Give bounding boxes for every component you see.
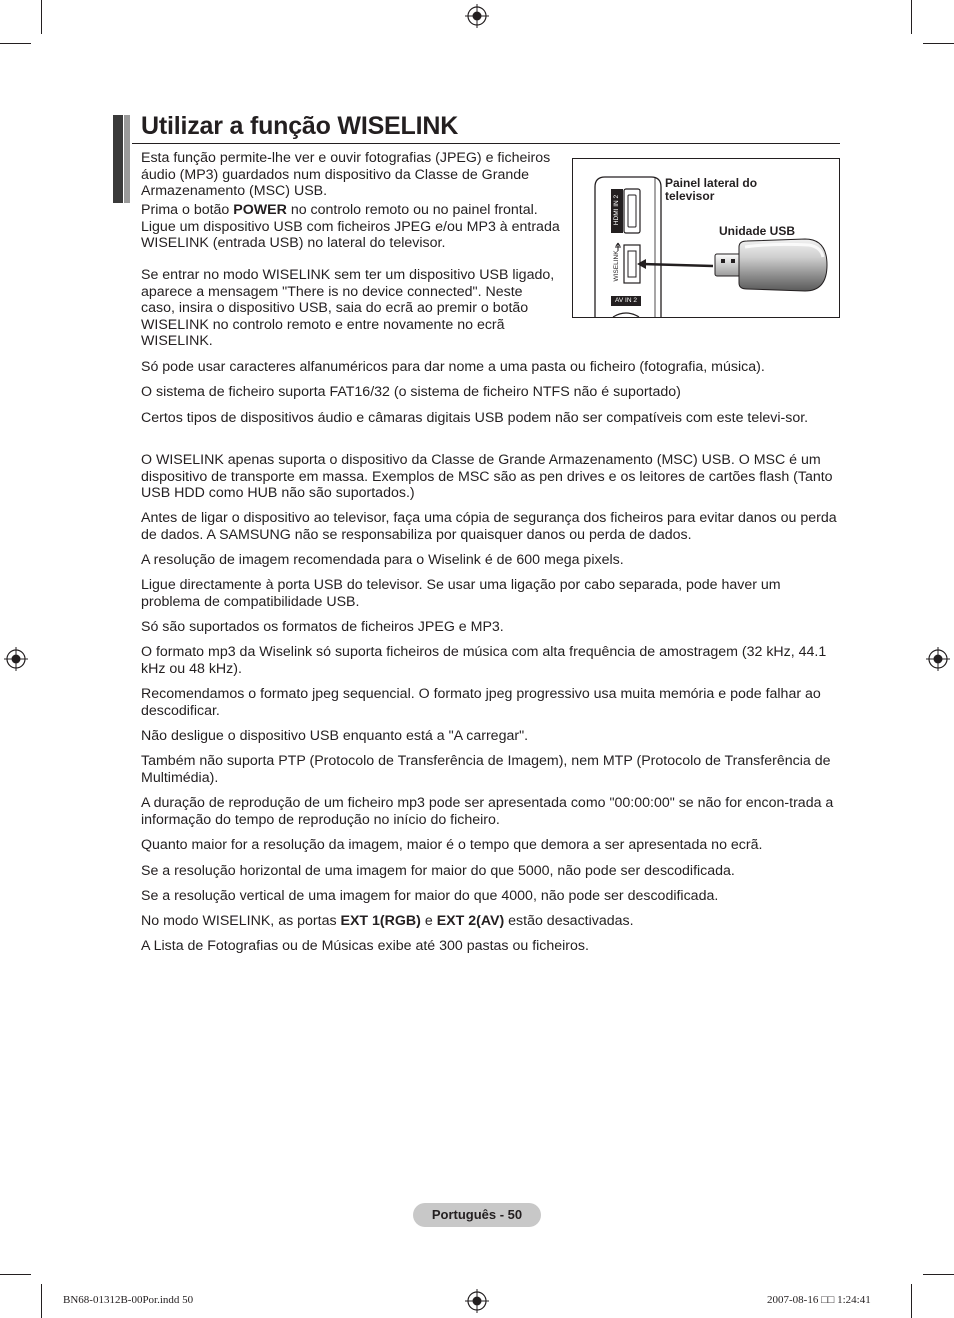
crop-mark <box>41 0 42 34</box>
note-paragraph: Só são suportados os formatos de ficheiros JPEG e MP3. <box>141 619 504 635</box>
text-span: estão desactivadas. <box>504 913 634 929</box>
note-paragraph: Só pode usar caracteres alfanuméricos para dar nome a uma pasta ou ficheiro (fotografia, música). <box>141 359 765 375</box>
note-paragraph: Quanto maior for a resolução da imagem, maior é o tempo que demora a ser apresentada no ecrã. <box>141 837 763 853</box>
usb-connection-figure <box>572 158 840 318</box>
note-paragraph: O formato mp3 da Wiselink só suporta ficheiros de música com alta frequência de amostragem (32 kHz, 44.1 kHz ou 48 kHz). <box>141 644 827 677</box>
registration-mark-icon <box>465 1289 489 1313</box>
intro-paragraph <box>141 202 571 252</box>
hdmi-port <box>624 189 640 233</box>
crop-mark <box>923 1274 954 1275</box>
text-span: no controlo remoto ou no painel frontal. Ligue um dispositivo USB com ficheiros JPEG e/ou MP3 à entrada WISELINK (entrada USB) no lateral do televisor. <box>141 202 560 252</box>
date-slug: 2007-08-16 □□ 1:24:41 <box>767 1294 871 1306</box>
note-paragraph: Não desligue o dispositivo USB enquanto está a "A carregar". <box>141 728 529 744</box>
page-title: Utilizar a função WISELINK <box>141 112 459 140</box>
usb-plug-hole <box>721 259 725 263</box>
note-paragraph: A Lista de Fotografias ou de Músicas exibe até 300 pastas ou ficheiros. <box>141 938 589 954</box>
note-paragraph: Ligue directamente à porta USB do televisor. Se usar uma ligação por cabo separada, pode haver um problema de compatibilidade USB. <box>141 577 781 610</box>
usb-drive-label: Unidade USB <box>719 224 796 238</box>
crop-mark <box>0 1274 31 1275</box>
usb-plug-hole <box>731 259 735 263</box>
note-paragraph <box>141 913 841 930</box>
crop-mark <box>911 1284 912 1318</box>
panel-label: Painel lateral do televisor <box>665 176 758 203</box>
wiselink-port-label: WISELINK <box>613 250 620 282</box>
crop-mark <box>923 43 954 44</box>
crop-mark <box>0 43 31 44</box>
av-port-label: AV IN 2 <box>615 297 637 304</box>
text-span: Prima o botão <box>141 202 234 218</box>
note-paragraph: Antes de ligar o dispositivo ao televisor, faça uma cópia de segurança dos ficheiros para evitar danos ou perda de dados. A SAMSUNG não se responsabiliza por quaisquer danos ou perda de dados. <box>141 510 837 543</box>
registration-mark-icon <box>4 647 28 671</box>
title-divider <box>132 143 840 144</box>
file-slug: BN68-01312B-00Por.indd 50 <box>63 1294 194 1306</box>
note-paragraph: A duração de reprodução de um ficheiro mp3 pode ser apresentada como "00:00:00" se não for encon-trada a informação do tempo de reprodução no início do ficheiro. <box>141 795 834 828</box>
note-paragraph: Recomendamos o formato jpeg sequencial. O formato jpeg progressivo usa muita memória e pode falhar ao descodificar. <box>141 686 821 719</box>
hdmi-port-label: HDMI IN 2 <box>613 194 620 226</box>
text-span: No modo WISELINK, as portas <box>141 913 341 929</box>
power-label: POWER <box>233 202 287 218</box>
registration-mark-icon <box>465 4 489 28</box>
page-number-badge: Português - 50 <box>413 1203 541 1227</box>
ext1-label: EXT 1(RGB) <box>340 913 421 929</box>
intro-paragraph: Se entrar no modo WISELINK sem ter um dispositivo USB ligado, aparece a mensagem "There is no device connected". Neste caso, insira o dispositivo USB, saia do ecrã ao premir o botão WISELINK no controlo remoto e entre novamente no ecrã WISELINK. <box>141 267 555 350</box>
note-paragraph: Certos tipos de dispositivos áudio e câmaras digitais USB podem não ser compatíveis com este televi-sor. <box>141 410 809 426</box>
text-span: e <box>420 913 437 929</box>
title-accent-bar <box>113 115 123 203</box>
intro-paragraph: Esta função permite-lhe ver e ouvir fotografias (JPEG) e ficheiros áudio (MP3) guardados num dispositivo da Classe de Grande Armazenamento (MSC) USB. <box>141 150 551 200</box>
note-paragraph: A resolução de imagem recomendada para o Wiselink é de 600 mega pixels. <box>141 552 624 568</box>
registration-mark-icon <box>926 647 950 671</box>
title-accent-bar <box>124 115 130 203</box>
ext2-label: EXT 2(AV) <box>436 913 505 929</box>
note-paragraph: Também não suporta PTP (Protocolo de Transferência de Imagem), nem MTP (Protocolo de Transferência de Multimédia). <box>141 753 831 786</box>
note-paragraph: Se a resolução vertical de uma imagem for maior do que 4000, não pode ser descodificada. <box>141 888 719 904</box>
note-paragraph: Se a resolução horizontal de uma imagem for maior do que 5000, não pode ser descodificada. <box>141 863 735 879</box>
note-paragraph: O WISELINK apenas suporta o dispositivo da Classe de Grande Armazenamento (MSC) USB. O MSC é um dispositivo de transporte em massa. Exemplos de MSC são as pen drives e os leitores de cartões flash (Tanto USB HDD como HUB não são suportados.) <box>141 452 833 502</box>
crop-mark <box>41 1284 42 1318</box>
usb-stick-plug <box>715 254 741 276</box>
crop-mark <box>911 0 912 34</box>
note-paragraph: O sistema de ficheiro suporta FAT16/32 (o sistema de ficheiro NTFS não é suportado) <box>141 384 681 400</box>
